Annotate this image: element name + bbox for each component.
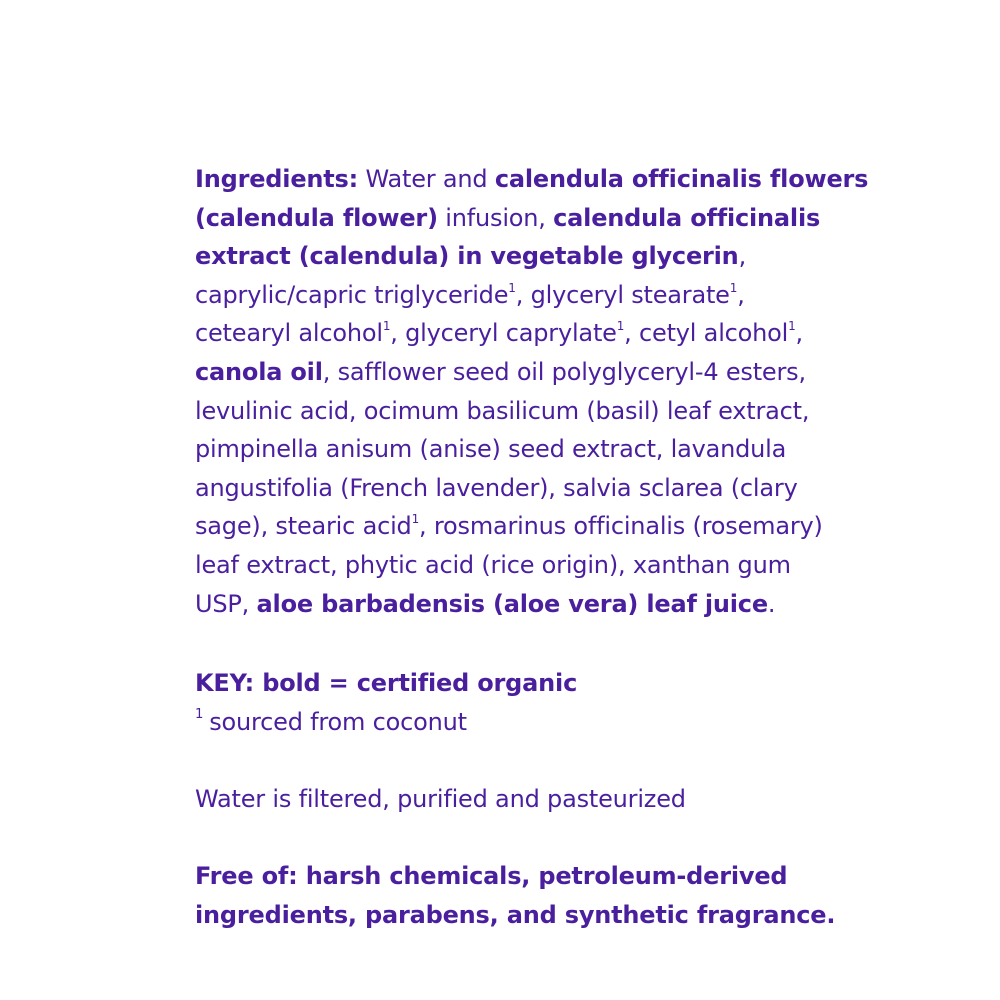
free-of-line-1: Free of: harsh chemicals, petroleum-derived xyxy=(195,862,788,890)
footnote-superscript: 1 xyxy=(729,280,738,295)
organic-ingredient-text: calendula officinalis flowers xyxy=(494,165,869,193)
footnote-marker: 1 xyxy=(195,707,204,723)
ingredient-text: USP, xyxy=(195,589,257,618)
footnote-superscript: 1 xyxy=(411,512,420,527)
ingredient-text: Water and xyxy=(358,165,495,193)
key-section xyxy=(195,664,875,741)
ingredient-text: , cetyl alcohol xyxy=(624,319,789,348)
organic-ingredient-text: aloe barbadensis (aloe vera) leaf juice xyxy=(256,589,768,618)
ingredients-line xyxy=(195,237,875,276)
ingredient-text: , xyxy=(738,242,747,271)
ingredients-line xyxy=(195,160,875,199)
ingredient-text: , glyceryl stearate xyxy=(515,280,730,309)
water-note-section xyxy=(195,780,875,819)
ingredients-line xyxy=(195,546,875,585)
ingredients-line xyxy=(195,199,875,238)
ingredients-line xyxy=(195,314,875,353)
free-of-section xyxy=(195,857,875,934)
ingredient-text: pimpinella anisum (anise) seed extract, lavandula xyxy=(195,435,787,464)
footnote-superscript: 1 xyxy=(788,319,796,334)
organic-ingredient-text: canola oil xyxy=(195,357,323,386)
ingredient-text: , xyxy=(737,280,745,309)
ingredient-text: , safflower seed oil polyglyceryl-4 esters, xyxy=(322,357,806,386)
ingredient-text: caprylic/capric triglyceride xyxy=(195,280,509,309)
ingredients-paragraph xyxy=(195,160,875,623)
footnote-text: sourced from coconut xyxy=(209,707,467,736)
ingredient-text: sage), stearic acid xyxy=(195,512,412,541)
ingredient-text: . xyxy=(767,589,776,618)
ingredients-line xyxy=(195,430,875,469)
free-of-line-2: ingredients, parabens, and synthetic fragrance. xyxy=(195,900,836,929)
ingredients-line xyxy=(195,353,875,392)
ingredient-text: leaf extract, phytic acid (rice origin), xanthan gum xyxy=(195,550,791,579)
key-footnote xyxy=(195,703,875,742)
ingredients-line xyxy=(195,276,875,315)
organic-ingredient-text: extract (calendula) in vegetable glycerin xyxy=(195,242,739,271)
ingredient-text: angustifolia (French lavender), salvia sclarea (clary xyxy=(195,473,798,502)
ingredient-text: , glyceryl caprylate xyxy=(390,319,617,348)
ingredient-text: , xyxy=(795,319,803,348)
footnote-superscript: 1 xyxy=(508,280,516,295)
ingredients-line xyxy=(195,469,875,508)
ingredient-text: levulinic acid, ocimum basilicum (basil) leaf extract, xyxy=(195,396,810,425)
key-title: KEY: bold = certified organic xyxy=(195,669,578,697)
water-note: Water is filtered, purified and pasteurized xyxy=(195,785,686,813)
footnote-superscript: 1 xyxy=(382,319,391,334)
ingredient-text: infusion, xyxy=(437,203,554,232)
ingredient-text: cetearyl alcohol xyxy=(195,319,383,348)
organic-ingredient-text: (calendula flower) xyxy=(195,203,438,232)
ingredients-line xyxy=(195,507,875,546)
organic-ingredient-text: Ingredients: xyxy=(195,165,359,193)
ingredients-line xyxy=(195,585,875,624)
ingredients-line xyxy=(195,392,875,431)
organic-ingredient-text: calendula officinalis xyxy=(553,203,821,232)
ingredient-text: , rosmarinus officinalis (rosemary) xyxy=(419,512,823,541)
footnote-superscript: 1 xyxy=(616,319,625,334)
